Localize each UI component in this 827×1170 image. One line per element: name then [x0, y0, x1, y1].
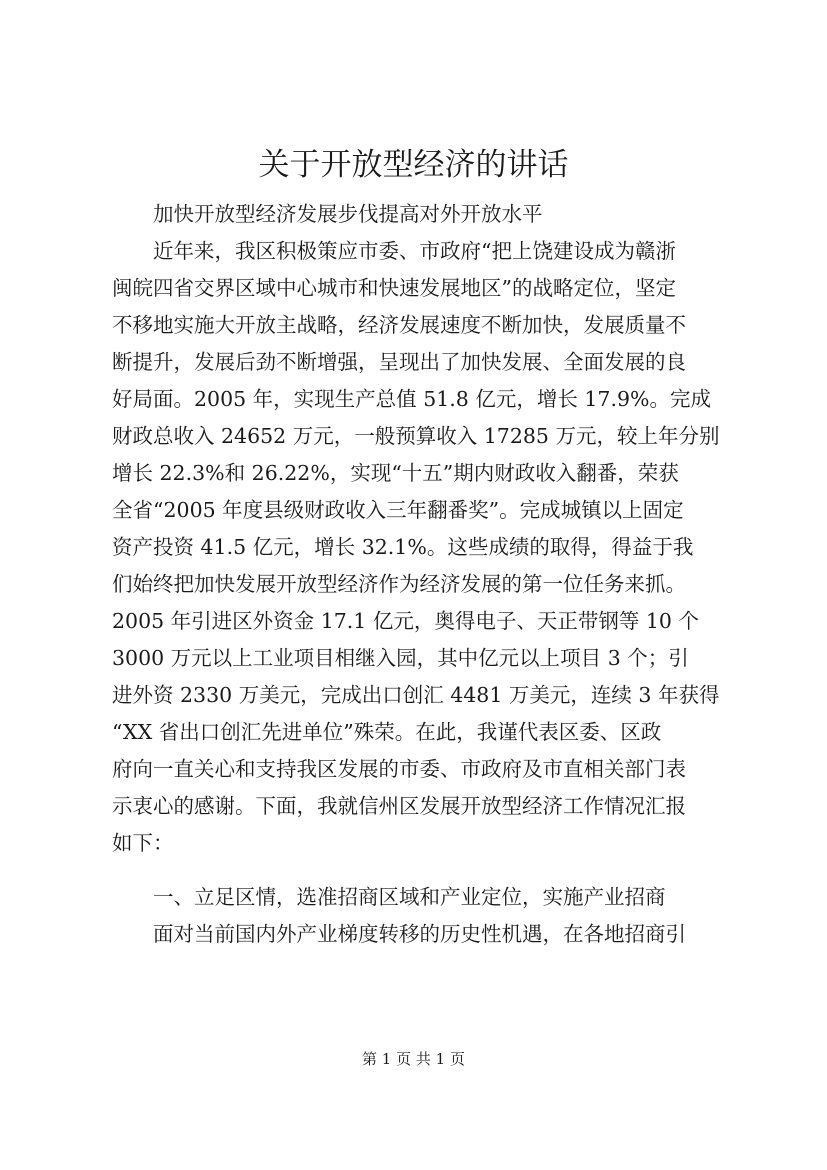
paragraph-spacer [112, 862, 724, 879]
paragraph-line: 断提升，发展后劲不断增强，呈现出了加快发展、全面发展的良 [112, 350, 686, 374]
document-title: 关于开放型经济的讲话 [258, 147, 569, 183]
paragraph-line: “XX 省出口创汇先进单位”殊荣。在此，我谨代表区委、区政 [112, 720, 662, 744]
paragraph-line: 2005 年引进区外资金 17.1 亿元，奥得电子、天正带钢等 10 个 [112, 609, 699, 633]
paragraph-line: 财政总收入 24652 万元，一般预算收入 17285 万元，较上年分别 [112, 424, 720, 448]
paragraph-line: 闽皖四省交界区域中心城市和快速发展地区”的战略定位，坚定 [112, 276, 676, 300]
paragraph-line: 如下： [112, 831, 174, 855]
paragraph-line: 示衷心的感谢。下面，我就信州区发展开放型经济工作情况汇报 [112, 794, 686, 818]
paragraph-line: 不移地实施大开放主战略，经济发展速度不断加快，发展质量不 [112, 313, 686, 337]
paragraph-line: 面对当前国内外产业梯度转移的历史性机遇，在各地招商引 [153, 922, 686, 946]
section-heading: 一、立足区情，选准招商区域和产业定位，实施产业招商 [153, 885, 666, 909]
paragraph-line: 全省“2005 年度县级财政收入三年翻番奖”。完成城镇以上固定 [112, 498, 684, 522]
paragraph-line: 好局面。2005 年，实现生产总值 51.8 亿元，增长 17.9%。完成 [112, 387, 712, 411]
paragraph-line: 们始终把加快发展开放型经济作为经济发展的第一位任务来抓。 [112, 572, 686, 596]
paragraph-line: 府向一直关心和支持我区发展的市委、市政府及市直相关部门表 [112, 757, 686, 781]
paragraph-line: 增长 22.3%和 26.22%，实现“十五”期内财政收入翻番，荣获 [112, 461, 679, 485]
page-footer: 第 1 页 共 1 页 [362, 1050, 465, 1068]
paragraph-line: 进外资 2330 万美元，完成出口创汇 4481 万美元，连续 3 年获得 [112, 683, 720, 707]
document-body [112, 196, 724, 953]
paragraph-line: 近年来，我区积极策应市委、市政府“把上饶建设成为赣浙 [153, 239, 676, 263]
paragraph-line: 3000 万元以上工业项目相继入园，其中亿元以上项目 3 个；引 [112, 646, 689, 670]
paragraph-line: 资产投资 41.5 亿元，增长 32.1%。这些成绩的取得，得益于我 [112, 535, 694, 559]
subtitle-line: 加快开放型经济发展步伐提高对外开放水平 [153, 202, 543, 226]
